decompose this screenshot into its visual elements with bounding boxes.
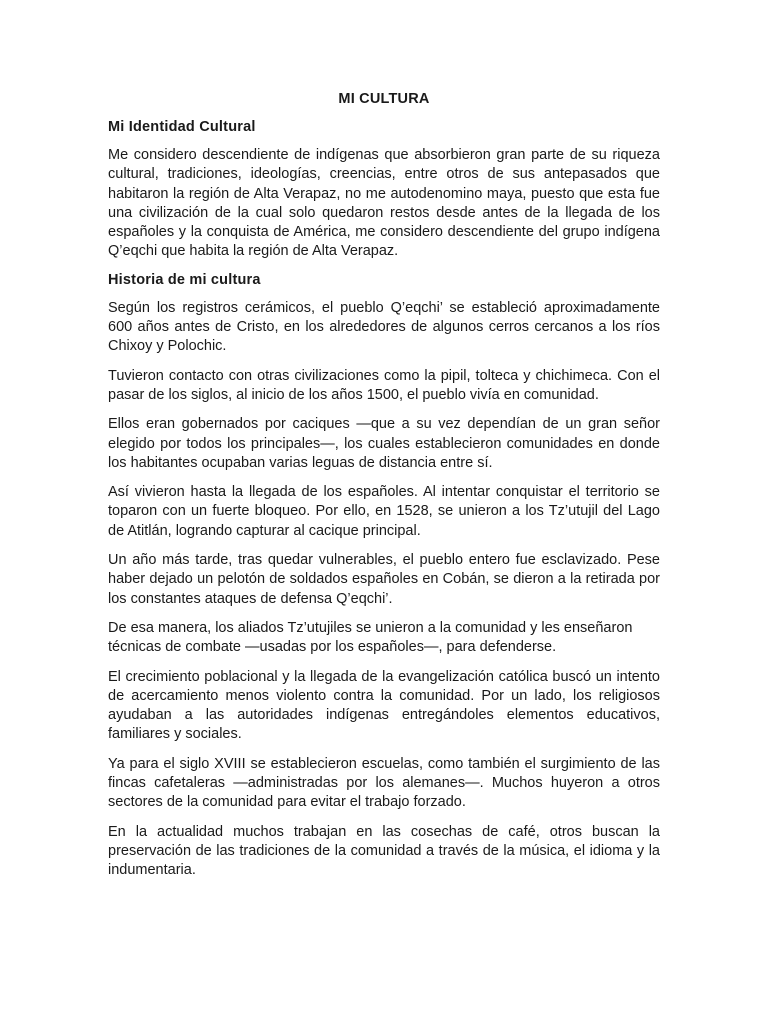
document-page bbox=[108, 91, 660, 891]
section-heading-identidad: Mi Identidad Cultural bbox=[108, 119, 256, 135]
paragraph-caciques: Ellos eran gobernados por caciques —que a su vez dependían de un gran señor elegido por todos los principales—, los cuales establecieron comunidades en donde los habitantes ocupaban varias leguas de distancia entre sí. bbox=[108, 416, 660, 471]
paragraph-actualidad: En la actualidad muchos trabajan en las cosechas de café, otros buscan la preservación de las tradiciones de la comunidad a través de la música, el idioma y la indumentaria. bbox=[108, 823, 660, 879]
paragraph-evangelizacion: El crecimiento poblacional y la llegada de la evangelización católica buscó un intento de acercamiento menos violento contra la comunidad. Por un lado, los religiosos ayudaban a las autoridades indígenas entregándoles elementos educativos, familiares y sociales. bbox=[108, 668, 660, 743]
page-title: MI CULTURA bbox=[338, 91, 430, 107]
paragraph-aliados: De esa manera, los aliados Tz’utujiles se unieron a la comunidad y les enseñaron técnicas de combate —usadas por los españoles—, para defenderse. bbox=[108, 619, 633, 656]
paragraph-siglo-xviii: Ya para el siglo XVIII se establecieron escuelas, como también el surgimiento de las fincas cafetaleras —administradas por los alemanes—. Muchos huyeron a otros sectores de la comunidad para evitar el trabajo forzado. bbox=[108, 755, 660, 811]
paragraph-identidad: Me considero descendiente de indígenas que absorbieron gran parte de su riqueza cultural, tradiciones, ideologías, creencias, entre otros de sus antepasados que habitaron la región de Alta Verapaz, no me autodenomino maya, puesto que esta fue una civilización de la cual solo quedaron restos desde antes de la llegada de los españoles y la conquista de América, me considero descendiente del grupo indígena Q’eqchi que habita la región de Alta Verapaz. bbox=[108, 147, 660, 260]
paragraph-esclavitud: Un año más tarde, tras quedar vulnerables, el pueblo entero fue esclavizado. Pese haber dejado un pelotón de soldados españoles en Cobán, se dieron a la retirada por los constantes ataques de defensa Q’eqchi’. bbox=[108, 552, 660, 607]
paragraph-conquista: Así vivieron hasta la llegada de los españoles. Al intentar conquistar el territorio se toparon con un fuerte bloqueo. Por ello, en 1528, se unieron a los Tz’utujil del Lago de Atitlán, logrando capturar al cacique principal. bbox=[108, 484, 660, 539]
paragraph-contacto: Tuvieron contacto con otras civilizaciones como la pipil, tolteca y chichimeca. Con el pasar de los siglos, al inicio de los años 1500, el pueblo vivía en comunidad. bbox=[108, 367, 660, 403]
section-heading-historia: Historia de mi cultura bbox=[108, 271, 261, 288]
paragraph-registros: Según los registros cerámicos, el pueblo Q’eqchi’ se estableció aproximadamente 600 años antes de Cristo, en los alrededores de algunos cerros cercanos a los ríos Chixoy y Polochic. bbox=[108, 299, 660, 355]
